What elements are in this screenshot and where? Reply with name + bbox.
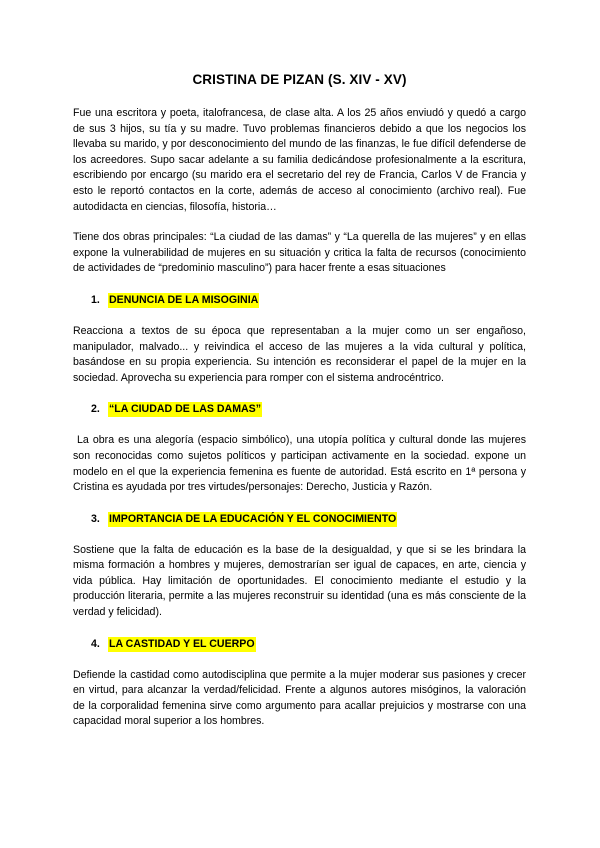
section-heading-text: “LA CIUDAD DE LAS DAMAS” [109, 403, 262, 416]
section-text: Reacciona a textos de su época que representaban a la mujer como un ser engañoso, manipulador, malvado... y reivindica el acceso de las mujeres a la vida cultural y política, basándose en su propia experiencia. Su intención es reconsiderar el papel de la mujer en la sociedad. Aprovecha su experiencia para romper con el sistema androcéntrico. [73, 324, 526, 384]
section-text: Defiende la castidad como autodisciplina que permite a la mujer moderar sus pasiones y crecer en virtud, para alcanzar la verdad/felicidad. Frente a algunos autores misóginos, la valoración de la corporalidad femenina sirve como argumento para acallar prejuicios y mostrarse con una capacidad moral superior a los hombres. [73, 668, 526, 728]
section-number: 3. [91, 512, 100, 525]
section-heading [91, 512, 526, 527]
section-heading-text: DENUNCIA DE LA MISOGINIA [109, 293, 259, 306]
intro-paragraph: Tiene dos obras principales: “La ciudad de las damas” y “La querella de las mujeres” y en ellas expone la vulnerabilidad de mujeres en su situación y critica la falta de recursos (conocimiento de actividades de “predominio masculino”) para hacer frente a esas situaciones [73, 231, 526, 275]
section-heading [91, 293, 526, 308]
document-title: CRISTINA DE PIZAN (S. XIV - XV) [192, 72, 407, 87]
section-heading-text: LA CASTIDAD Y EL CUERPO [109, 637, 255, 650]
section-heading [91, 637, 526, 652]
section-number: 1. [91, 293, 100, 306]
document-page [73, 72, 526, 730]
section-text: Sostiene que la falta de educación es la base de la desigualdad, y que si se les brindara la misma formación a hombres y mujeres, demostrarían ser igual de capaces, en arte, ciencia y vida pública. Hay limitación de oportunidades. El conocimiento mediante el estudio y la producción literaria, permite a las mujeres reconstruir su identidad (una es más consciente de la verdad y felicidad). [73, 543, 526, 619]
section-text: La obra es una alegoría (espacio simbólico), una utopía política y cultural donde las mujeres son reconocidas como sujetos políticos y participan activamente en la sociedad. expone un modelo en el que la experiencia femenina es fuente de autoridad. Está escrito en 1ª persona y Cristina es ayudada por tres virtudes/personajes: Derecho, Justicia y Razón. [73, 434, 526, 494]
section-number: 4. [91, 637, 100, 650]
section-heading-text: IMPORTANCIA DE LA EDUCACIÓN Y EL CONOCIMIENTO [109, 512, 397, 525]
section-heading [91, 402, 526, 417]
section-number: 2. [91, 403, 100, 416]
intro-paragraph: Fue una escritora y poeta, italofrancesa, de clase alta. A los 25 años enviudó y quedó a cargo de sus 3 hijos, su tía y su madre. Tuvo problemas financieros debido a que los negocios los llevaba su marido, y por desconocimiento del mundo de las finanzas, le fue difícil defenderse de los acreedores. Supo sacar adelante a su familia dedicándose profesionalmente a la escritura, escribiendo por encargo (su marido era el secretario del rey de Francia, Carlos V de Francia y esto le reportó contactos en la corte, además de acceso al conocimiento (archivo real). Fue autodidacta en ciencias, filosofía, historia… [73, 107, 526, 213]
